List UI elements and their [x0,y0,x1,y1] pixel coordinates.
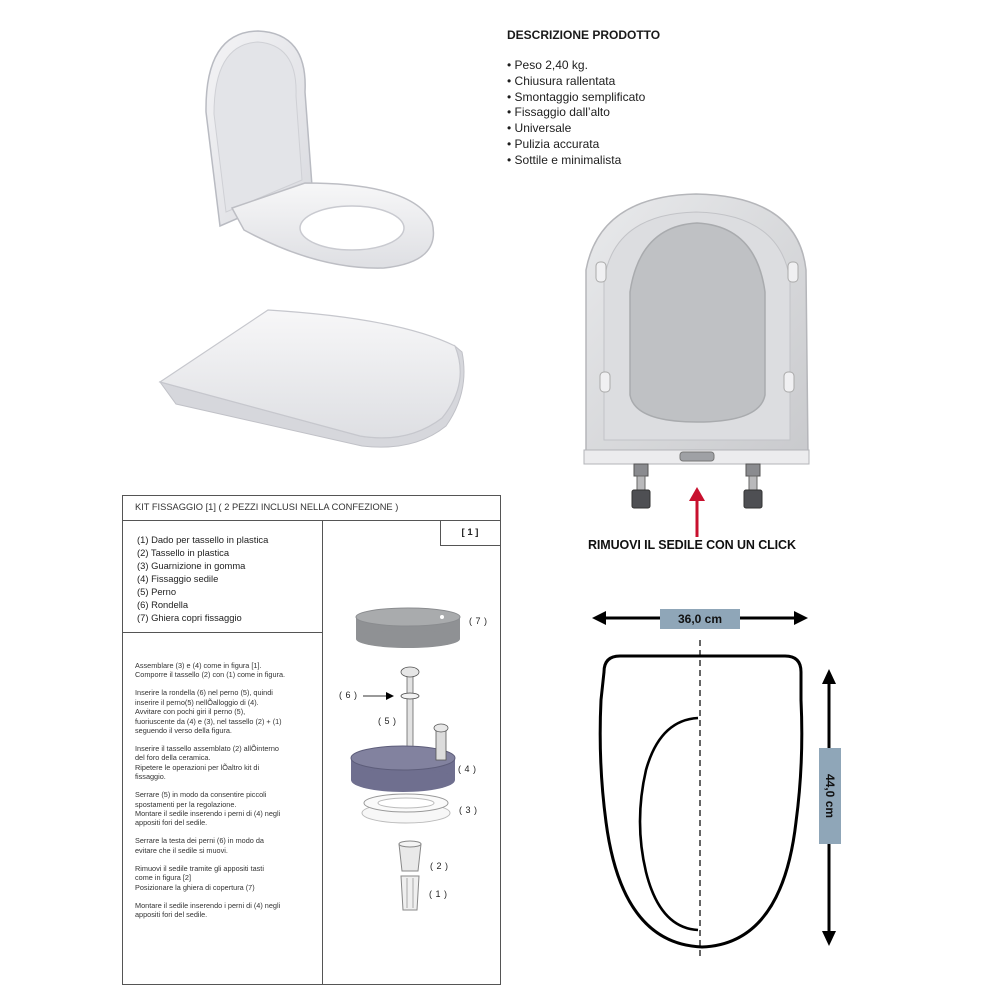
description-item: • Peso 2,40 kg. [507,58,645,74]
callout-part-3: ( 3 ) [459,805,478,815]
instruction-paragraph: Montare il sedile inserendo i perni di (4) negli appositi fori del sedile. [135,900,281,920]
instruction-paragraph: Inserire la rondella (6) nel perno (5), quindi inserire il perno(5) nellÕalloggio di (4). Avvitare con pochi giri il perno (5), fuoriuscente da (4) e (3), nel tassello (2) + (1) seguendo il verso della figura. [135,688,282,736]
kit-instructions [135,661,321,928]
closed-seat-photo [160,310,464,447]
kit-ref-label: [ 1 ] [461,527,479,538]
part-7-cover-cap [356,608,460,648]
description-item: • Smontaggio semplificato [507,90,645,106]
seat-inner-half [640,718,698,930]
instruction-paragraph: Serrare la testa dei perni (6) in modo da evitare che il sedile si muovi. [135,836,264,855]
kit-part-item: (5) Perno [137,586,177,597]
description-item: • Pulizia accurata [507,137,645,153]
bumper-right-lower [784,372,794,392]
description-item: • Universale [507,121,645,137]
red-arrow-icon [689,487,705,537]
callout-part-6: ( 6 ) [339,690,358,700]
instruction-paragraph: Assemblare (3) e (4) come in figura [1]. Comporre il tassello (2) con (1) come in figura. [135,661,286,680]
hinge-bolt-right [744,464,762,508]
kit-part-item: (4) Fissaggio sedile [137,573,219,584]
hinge-bolt-left [632,464,650,508]
callout-part-5: ( 5 ) [378,716,397,726]
bumper-left-upper [596,262,606,282]
click-caption: RIMUOVI IL SEDILE CON UN CLICK [588,538,796,552]
description-item: • Fissaggio dall’alto [507,105,645,121]
seat-outline [600,656,802,947]
dimension-drawing [592,611,836,958]
callout-part-7: ( 7 ) [469,616,488,626]
kit-title: KIT FISSAGGIO [1] ( 2 PEZZI INCLUSI NELLA CONFEZIONE ) [135,502,399,512]
part-2-plastic-plug [399,841,421,871]
callout-part-4: ( 4 ) [458,764,477,774]
part-3-rubber-gasket [362,794,450,823]
description-item: • Chiusura rallentata [507,74,645,90]
height-dimension-label: 44,0 cm [819,748,841,844]
description-list [507,58,645,169]
description-item: • Sottile e minimalista [507,153,645,169]
part-6-washer [401,693,419,699]
width-dimension-label: 36,0 cm [660,609,740,629]
release-button [680,452,714,461]
underside-opening [630,223,765,422]
bumper-left-lower [600,372,610,392]
kit-part-item: (1) Dado per tassello in plastica [137,534,269,545]
instruction-paragraph: Rimuovi il sedile tramite gli appositi tasti come in figura [2] Posizionare la ghiera di copertura (7) [135,863,264,892]
instruction-paragraph: Serrare (5) in modo da consentire piccoli spostamenti per la regolazione. Montare il sedile inserendo i perni di (4) negli appositi fori del sedile. [135,790,281,828]
callout-part-1: ( 1 ) [429,889,448,899]
seat-ring-opening [300,206,404,250]
kit-parts-list [137,533,268,624]
kit-part-item: (7) Ghiera copri fissaggio [137,612,242,623]
closed-lid-top [160,310,460,438]
description-title: DESCRIZIONE PRODOTTO [507,28,661,42]
instruction-paragraph: Inserire il tassello assemblato (2) allÕinterno del foro della ceramica. Ripetere le operazioni per lÕaltro kit di fissaggio. [135,744,279,782]
part-1-plastic-nut [401,876,419,910]
kit-part-item: (2) Tassello in plastica [137,547,230,558]
underside-seat-photo [584,194,809,508]
kit-part-item: (6) Rondella [137,599,189,610]
open-seat-photo [206,31,433,268]
part-4-seat-mount [351,724,455,792]
bumper-right-upper [788,262,798,282]
kit-part-item: (3) Guarnizione in gomma [137,560,246,571]
callout-part-2: ( 2 ) [430,861,449,871]
